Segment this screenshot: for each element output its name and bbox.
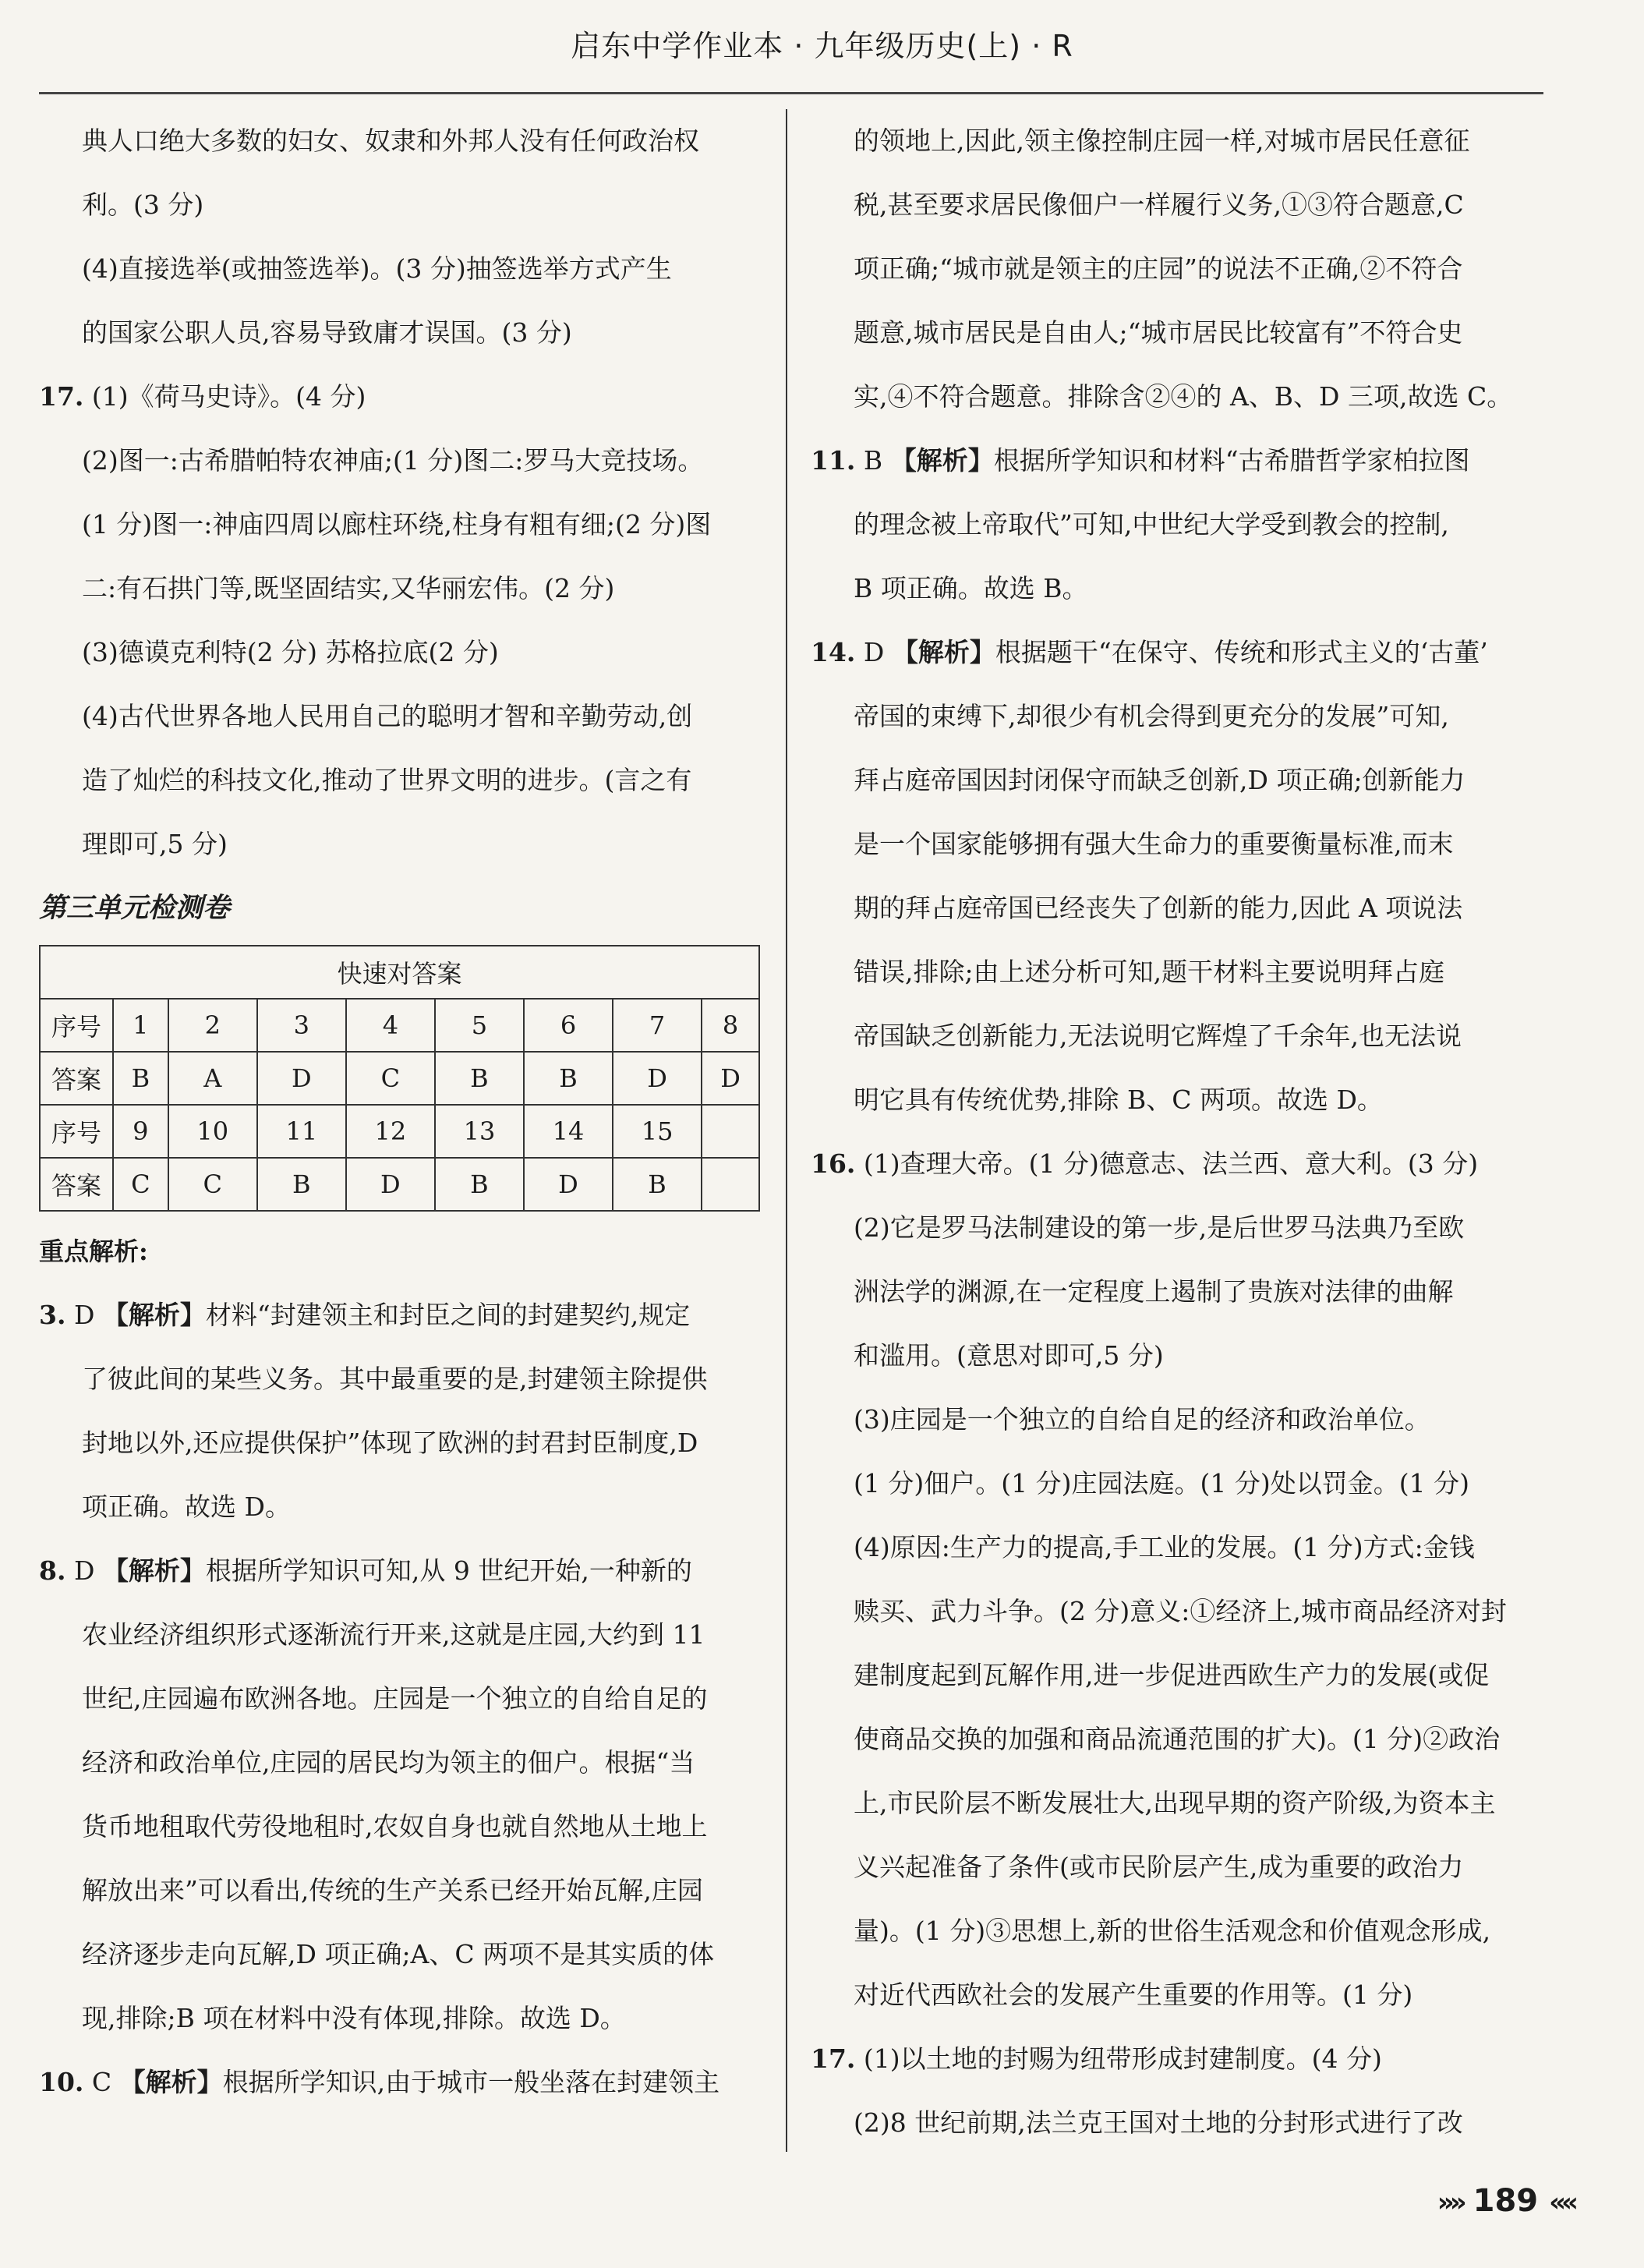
answer-table-row [40, 999, 759, 1052]
text-line [811, 1004, 1543, 1068]
line-text: (1)《荷马史诗》。(4 分) [91, 381, 366, 412]
answer-table-body [40, 999, 759, 1211]
line-text: 洲法学的渊源,在一定程度上遏制了贵族对法律的曲解 [854, 1276, 1454, 1307]
line-text: 是一个国家能够拥有强大生命力的重要衡量标准,而末 [854, 829, 1454, 859]
question-number: 16. [811, 1148, 856, 1179]
answer-letter: B [863, 445, 883, 476]
text-line [811, 1771, 1543, 1835]
answer-table-cell: 9 [113, 1105, 168, 1158]
line-text: 实,④不符合题意。排除含②④的 A、B、D 三项,故选 C。 [854, 381, 1513, 412]
line-text: 期的拜占庭帝国已经丧失了创新的能力,因此 A 项说法 [854, 893, 1463, 923]
text-line [811, 365, 1543, 429]
text-line [39, 1923, 764, 1987]
line-text: 材料“封建领主和封臣之间的封建契约,规定 [205, 1300, 691, 1330]
text-line [39, 1667, 764, 1731]
answer-table-row [40, 1052, 759, 1105]
answer-table-cell: D [613, 1052, 702, 1105]
answer-table-cell: D [524, 1158, 613, 1211]
text-line [39, 621, 764, 685]
text-line [811, 1580, 1543, 1644]
text-line [39, 1859, 764, 1923]
answer-table-cell: 2 [168, 999, 257, 1052]
answer-table-cell: 10 [168, 1105, 257, 1158]
line-text: 使商品交换的加强和商品流通范围的扩大)。(1 分)②政治 [854, 1724, 1501, 1754]
line-text: 二:有石拱门等,既坚固结实,又华丽宏伟。(2 分) [82, 573, 615, 603]
question-number: 11. [811, 445, 856, 476]
text-line [811, 173, 1543, 237]
line-text: (4)直接选举(或抽签选举)。(3 分)抽签选举方式产生 [82, 253, 672, 284]
line-text: 明它具有传统优势,排除 B、C 两项。故选 D。 [854, 1084, 1383, 1115]
text-line [39, 812, 764, 876]
line-text: 帝国缺乏创新能力,无法说明它辉煌了千余年,也无法说 [854, 1021, 1462, 1051]
line-text: 根据所学知识,由于城市一般坐落在封建领主 [222, 2067, 720, 2097]
line-text: (4)古代世界各地人民用自己的聪明才智和辛勤劳动,创 [82, 701, 693, 731]
line-text: 拜占庭帝国因封闭保守而缺乏创新,D 项正确;创新能力 [854, 765, 1465, 795]
right-text [811, 109, 1543, 2155]
text-line [39, 1795, 764, 1859]
running-header: 启东中学作业本 · 九年级历史(上) · R [571, 29, 1073, 63]
line-text: 建制度起到瓦解作用,进一步促进西欧生产力的发展(或促 [854, 1660, 1490, 1690]
text-line [39, 748, 764, 812]
answer-table-cell: C [113, 1158, 168, 1211]
line-text: 量)。(1 分)③思想上,新的世俗生活观念和价值观念形成, [854, 1916, 1491, 1946]
answer-table [39, 945, 760, 1212]
line-text: 的领地上,因此,领主像控制庄园一样,对城市居民任意征 [854, 126, 1470, 156]
answer-table-cell: 14 [524, 1105, 613, 1158]
line-text: (1)以土地的封赐为纽带形成封建制度。(4 分) [863, 2043, 1382, 2074]
text-line [811, 1132, 1543, 1196]
line-text: 项正确。故选 D。 [82, 1491, 291, 1522]
text-line [811, 1452, 1543, 1516]
answer-letter: D [73, 1555, 95, 1586]
line-text: (2)它是罗马法制建设的第一步,是后世罗马法典乃至欧 [854, 1212, 1465, 1243]
line-text: 理即可,5 分) [82, 829, 228, 859]
answer-table-cell: 4 [346, 999, 435, 1052]
text-line [811, 2027, 1543, 2091]
line-text: 题意,城市居民是自由人;“城市居民比较富有”不符合史 [854, 317, 1463, 348]
question-number: 10. [39, 2067, 84, 2097]
text-line [811, 1899, 1543, 1963]
line-text: 错误,排除;由上述分析可知,题干材料主要说明拜占庭 [854, 957, 1445, 987]
answer-table-cell: D [346, 1158, 435, 1211]
row-label: 序号 [40, 999, 113, 1052]
line-text: 的理念被上帝取代”可知,中世纪大学受到教会的控制, [854, 509, 1449, 540]
answer-letter: C [91, 2067, 112, 2097]
text-line [811, 1196, 1543, 1260]
text-line [811, 621, 1543, 685]
row-label: 答案 [40, 1052, 113, 1105]
answer-table-cell [702, 1105, 759, 1158]
question-number: 17. [811, 2043, 856, 2074]
text-line [39, 1603, 764, 1667]
line-text: 现,排除;B 项在材料中没有体现,排除。故选 D。 [82, 2003, 626, 2033]
answer-table-cell: D [702, 1052, 759, 1105]
answer-letter: D [73, 1300, 95, 1330]
text-line [811, 1516, 1543, 1580]
line-text: 典人口绝大多数的妇女、奴隶和外邦人没有任何政治权 [82, 126, 699, 156]
answer-table-cell: D [257, 1052, 346, 1105]
text-line [811, 1644, 1543, 1707]
line-text: 税,甚至要求居民像佃户一样履行义务,①③符合题意,C [854, 189, 1464, 220]
line-text: B 项正确。故选 B。 [854, 573, 1088, 603]
text-line [39, 365, 764, 429]
header-rule [39, 92, 1543, 94]
text-line [811, 1260, 1543, 1324]
text-line [39, 1283, 764, 1347]
answer-table-cell: B [113, 1052, 168, 1105]
left-top-text [39, 109, 764, 876]
line-text: (3)庄园是一个独立的自给自足的经济和政治单位。 [854, 1404, 1430, 1435]
text-line [811, 301, 1543, 365]
line-text: 造了灿烂的科技文化,推动了世界文明的进步。(言之有 [82, 765, 692, 795]
analysis-tag: 【解析】 [102, 1555, 206, 1586]
text-line [39, 173, 764, 237]
text-line [39, 493, 764, 557]
answer-table-cell: 8 [702, 999, 759, 1052]
answer-table-cell: A [168, 1052, 257, 1105]
left-chevron-icon-2: » [1449, 2187, 1462, 2218]
line-text: 项正确;“城市就是领主的庄园”的说法不正确,②不符合 [854, 253, 1463, 284]
line-text: 和滥用。(意思对即可,5 分) [854, 1340, 1164, 1371]
question-number: 8. [39, 1555, 66, 1586]
line-text: 的国家公职人员,容易导致庸才误国。(3 分) [82, 317, 572, 348]
answer-letter: D [863, 637, 885, 667]
page-number: 189 [1473, 2183, 1539, 2219]
text-line [811, 748, 1543, 812]
line-text: 根据所学知识和材料“古希腊哲学家柏拉图 [993, 445, 1470, 476]
line-text: 上,市民阶层不断发展壮大,出现早期的资产阶级,为资本主 [854, 1788, 1496, 1818]
answer-table-cell: 13 [435, 1105, 524, 1158]
answer-table-cell: C [346, 1052, 435, 1105]
left-bottom-text [39, 1283, 764, 2114]
line-text: 了彼此间的某些义务。其中最重要的是,封建领主除提供 [82, 1364, 708, 1394]
answer-table-cell: 1 [113, 999, 168, 1052]
text-line [811, 557, 1543, 621]
text-line [39, 2050, 764, 2114]
line-text: 对近代西欧社会的发展产生重要的作用等。(1 分) [854, 1980, 1413, 2010]
right-chevron-icon: « [1549, 2187, 1562, 2218]
answer-table-caption: 快速对答案 [40, 946, 759, 999]
line-text: 根据所学知识可知,从 9 世纪开始,一种新的 [205, 1555, 692, 1586]
line-text: (2)图一:古希腊帕特农神庙;(1 分)图二:罗马大竞技场。 [82, 445, 704, 476]
text-line [811, 1835, 1543, 1899]
line-text: (3)德谟克利特(2 分) 苏格拉底(2 分) [82, 637, 499, 667]
line-text: 世纪,庄园遍布欧洲各地。庄园是一个独立的自给自足的 [82, 1683, 708, 1714]
column-divider [786, 109, 787, 2152]
row-label: 答案 [40, 1158, 113, 1211]
text-line [811, 685, 1543, 748]
page-number-block [1437, 2183, 1574, 2219]
line-text: (1 分)佃户。(1 分)庄园法庭。(1 分)处以罚金。(1 分) [854, 1468, 1469, 1498]
line-text: (1 分)图一:神庙四周以廊柱环绕,柱身有粗有细;(2 分)图 [82, 509, 712, 540]
answer-table-cell: 15 [613, 1105, 702, 1158]
line-text: (1)查理大帝。(1 分)德意志、法兰西、意大利。(3 分) [863, 1148, 1479, 1179]
text-line [811, 876, 1543, 940]
line-text: 农业经济组织形式逐渐流行开来,这就是庄园,大约到 11 [82, 1619, 705, 1650]
analysis-tag: 【解析】 [102, 1300, 206, 1330]
text-line [39, 237, 764, 301]
text-line [39, 1347, 764, 1411]
answer-table-cell: B [524, 1052, 613, 1105]
text-line [811, 2091, 1543, 2155]
text-line [39, 1731, 764, 1795]
line-text: 经济和政治单位,庄园的居民均为领主的佃户。根据“当 [82, 1747, 695, 1778]
line-text: (4)原因:生产力的提高,手工业的发展。(1 分)方式:金钱 [854, 1532, 1475, 1562]
analysis-tag: 【解析】 [119, 2067, 223, 2097]
row-label: 序号 [40, 1105, 113, 1158]
text-line [39, 1539, 764, 1603]
section-title: 第三单元检测卷 [39, 893, 231, 924]
question-number: 14. [811, 637, 856, 667]
text-line [811, 1963, 1543, 2027]
text-line [811, 429, 1543, 493]
left-column [39, 109, 764, 2114]
text-line [39, 1475, 764, 1539]
question-number: 17. [39, 381, 84, 412]
text-line [39, 429, 764, 493]
line-text: 根据题干“在保守、传统和形式主义的‘古董’ [995, 637, 1488, 667]
line-text: 货币地租取代劳役地租时,农奴自身也就自然地从土地上 [82, 1811, 708, 1842]
line-text: 解放出来”可以看出,传统的生产关系已经开始瓦解,庄园 [82, 1875, 703, 1905]
line-text: 利。(3 分) [82, 189, 204, 220]
text-line [811, 1388, 1543, 1452]
answer-table-cell: 5 [435, 999, 524, 1052]
answer-table-row [40, 1105, 759, 1158]
key-analysis-title: 重点解析: [39, 1237, 148, 1266]
text-line [811, 1324, 1543, 1388]
answer-table-cell: B [257, 1158, 346, 1211]
right-column [811, 109, 1543, 2155]
line-text: 帝国的束缚下,却很少有机会得到更充分的发展”可知, [854, 701, 1449, 731]
line-text: 赎买、武力斗争。(2 分)意义:①经济上,城市商品经济对封 [854, 1596, 1507, 1626]
text-line [811, 1707, 1543, 1771]
text-line [811, 109, 1543, 173]
left-chevron-icon: » [1437, 2187, 1450, 2218]
answer-table-cell: B [435, 1158, 524, 1211]
text-line [39, 301, 764, 365]
answer-table-cell: B [613, 1158, 702, 1211]
text-line [39, 109, 764, 173]
text-line [811, 1068, 1543, 1132]
line-text: 义兴起准备了条件(或市民阶层产生,成为重要的政治力 [854, 1852, 1464, 1882]
text-line [39, 1411, 764, 1475]
answer-table-row [40, 1158, 759, 1211]
answer-table-cell: 12 [346, 1105, 435, 1158]
analysis-tag: 【解析】 [890, 445, 994, 476]
line-text: 经济逐步走向瓦解,D 项正确;A、C 两项不是其实质的体 [82, 1939, 715, 1969]
question-number: 3. [39, 1300, 66, 1330]
line-text: 封地以外,还应提供保护”体现了欧洲的封君封臣制度,D [82, 1428, 698, 1458]
text-line [811, 493, 1543, 557]
answer-table-cell: 11 [257, 1105, 346, 1158]
answer-table-cell: 7 [613, 999, 702, 1052]
line-text: (2)8 世纪前期,法兰克王国对土地的分封形式进行了改 [854, 2107, 1463, 2138]
answer-table-cell: C [168, 1158, 257, 1211]
right-chevron-icon-2: « [1561, 2187, 1574, 2218]
answer-table-cell [702, 1158, 759, 1211]
text-line [39, 1987, 764, 2050]
text-line [811, 237, 1543, 301]
text-line [811, 812, 1543, 876]
text-line [39, 557, 764, 621]
analysis-tag: 【解析】 [892, 637, 995, 667]
answer-table-cell: 6 [524, 999, 613, 1052]
answer-table-cell: B [435, 1052, 524, 1105]
answer-table-cell: 3 [257, 999, 346, 1052]
text-line [811, 940, 1543, 1004]
text-line [39, 685, 764, 748]
